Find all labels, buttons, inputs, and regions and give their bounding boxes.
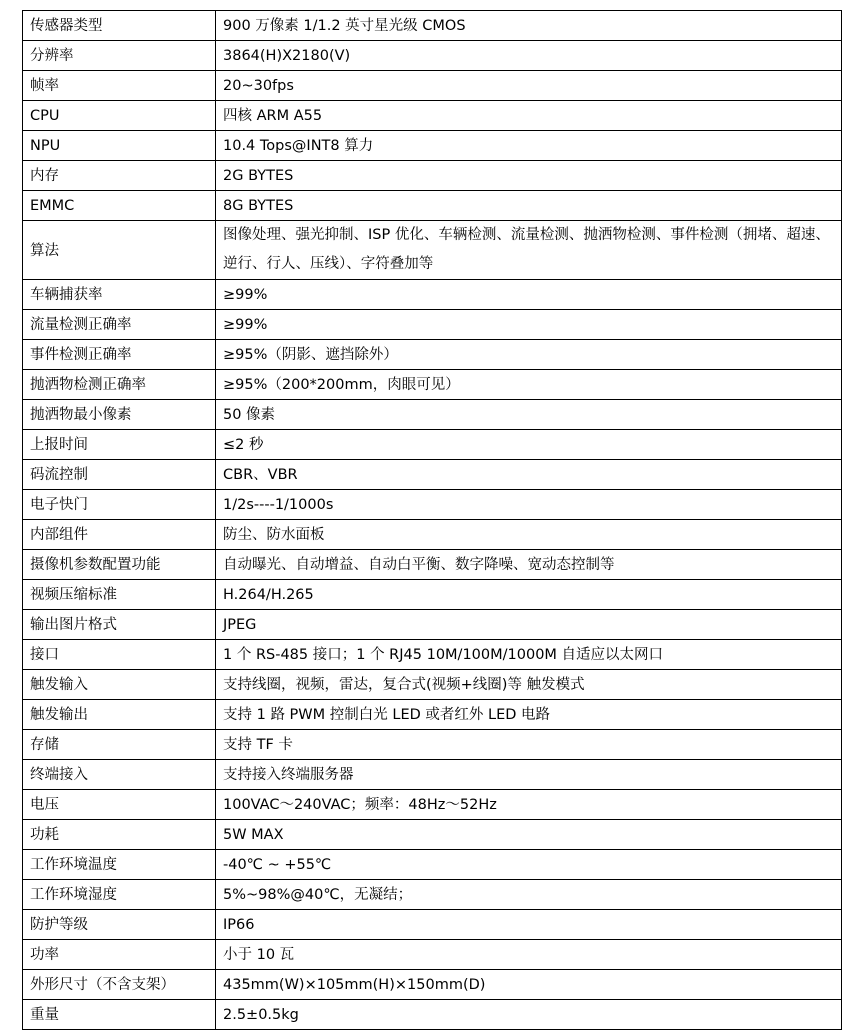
spec-table [22,10,842,1030]
spec-value: 支持 TF 卡 [216,730,842,760]
spec-label: 上报时间 [23,430,216,460]
spec-value: 防尘、防水面板 [216,520,842,550]
spec-value: 2.5±0.5kg [216,1000,842,1030]
spec-row [23,820,842,850]
spec-row [23,580,842,610]
spec-label: 接口 [23,640,216,670]
spec-value: 3864(H)X2180(V) [216,41,842,71]
spec-value: IP66 [216,910,842,940]
spec-row [23,550,842,580]
spec-label: 码流控制 [23,460,216,490]
spec-value: 支持线圈，视频，雷达，复合式(视频+线圈)等 触发模式 [216,670,842,700]
spec-row [23,400,842,430]
spec-label: 算法 [23,221,216,280]
spec-value: ≤2 秒 [216,430,842,460]
spec-label: 电子快门 [23,490,216,520]
spec-value: CBR、VBR [216,460,842,490]
spec-row [23,490,842,520]
spec-row [23,460,842,490]
spec-value: 自动曝光、自动增益、自动白平衡、数字降噪、宽动态控制等 [216,550,842,580]
spec-label: 终端接入 [23,760,216,790]
spec-row [23,910,842,940]
spec-value: JPEG [216,610,842,640]
spec-label: 重量 [23,1000,216,1030]
spec-value: ≥99% [216,310,842,340]
spec-value: H.264/H.265 [216,580,842,610]
spec-row [23,41,842,71]
spec-label: 抛洒物检测正确率 [23,370,216,400]
spec-row [23,520,842,550]
spec-value: 小于 10 瓦 [216,940,842,970]
spec-value: 10.4 Tops@INT8 算力 [216,131,842,161]
spec-label: 流量检测正确率 [23,310,216,340]
spec-value: ≥95%（200*200mm，肉眼可见） [216,370,842,400]
spec-row [23,940,842,970]
spec-row [23,1000,842,1030]
spec-value: 2G BYTES [216,161,842,191]
spec-row [23,730,842,760]
spec-label: 输出图片格式 [23,610,216,640]
spec-row [23,221,842,280]
spec-value: 8G BYTES [216,191,842,221]
spec-row [23,970,842,1000]
spec-row [23,370,842,400]
spec-label: CPU [23,101,216,131]
spec-label: 存储 [23,730,216,760]
spec-value: 1 个 RS-485 接口；1 个 RJ45 10M/100M/1000M 自适应以太网口 [216,640,842,670]
spec-value: 四核 ARM A55 [216,101,842,131]
spec-value: -40℃ ~ +55℃ [216,850,842,880]
spec-label: 车辆捕获率 [23,280,216,310]
spec-label: 功率 [23,940,216,970]
spec-value: 5%~98%@40℃，无凝结； [216,880,842,910]
spec-label: 内部组件 [23,520,216,550]
spec-row [23,131,842,161]
spec-label: 分辨率 [23,41,216,71]
spec-label: 工作环境温度 [23,850,216,880]
spec-row [23,430,842,460]
spec-value: 1/2s----1/1000s [216,490,842,520]
spec-row [23,850,842,880]
spec-value: 图像处理、强光抑制、ISP 优化、车辆检测、流量检测、抛洒物检测、事件检测（拥堵、超速、逆行、行人、压线）、字符叠加等 [216,221,842,280]
spec-row [23,191,842,221]
spec-label: 视频压缩标准 [23,580,216,610]
spec-label: EMMC [23,191,216,221]
spec-value: ≥99% [216,280,842,310]
spec-row [23,700,842,730]
spec-value: 50 像素 [216,400,842,430]
spec-row [23,280,842,310]
spec-label: 抛洒物最小像素 [23,400,216,430]
spec-table-body [23,11,842,1030]
spec-label: 摄像机参数配置功能 [23,550,216,580]
spec-row [23,760,842,790]
spec-label: 外形尺寸（不含支架） [23,970,216,1000]
spec-row [23,610,842,640]
spec-label: 触发输出 [23,700,216,730]
spec-label: 工作环境湿度 [23,880,216,910]
spec-row [23,670,842,700]
spec-row [23,880,842,910]
spec-row [23,790,842,820]
spec-value: 20~30fps [216,71,842,101]
spec-row [23,11,842,41]
spec-row [23,340,842,370]
spec-value: 100VAC～240VAC；频率：48Hz～52Hz [216,790,842,820]
spec-row [23,161,842,191]
spec-label: 功耗 [23,820,216,850]
spec-label: 电压 [23,790,216,820]
spec-value: 支持 1 路 PWM 控制白光 LED 或者红外 LED 电路 [216,700,842,730]
spec-value: 支持接入终端服务器 [216,760,842,790]
spec-row [23,101,842,131]
spec-label: 传感器类型 [23,11,216,41]
spec-label: 触发输入 [23,670,216,700]
spec-label: 内存 [23,161,216,191]
spec-label: 事件检测正确率 [23,340,216,370]
spec-row [23,71,842,101]
spec-value: 435mm(W)×105mm(H)×150mm(D) [216,970,842,1000]
spec-row [23,640,842,670]
spec-value: ≥95%（阴影、遮挡除外） [216,340,842,370]
spec-label: 帧率 [23,71,216,101]
spec-row [23,310,842,340]
spec-value: 5W MAX [216,820,842,850]
spec-label: 防护等级 [23,910,216,940]
spec-value: 900 万像素 1/1.2 英寸星光级 CMOS [216,11,842,41]
spec-label: NPU [23,131,216,161]
